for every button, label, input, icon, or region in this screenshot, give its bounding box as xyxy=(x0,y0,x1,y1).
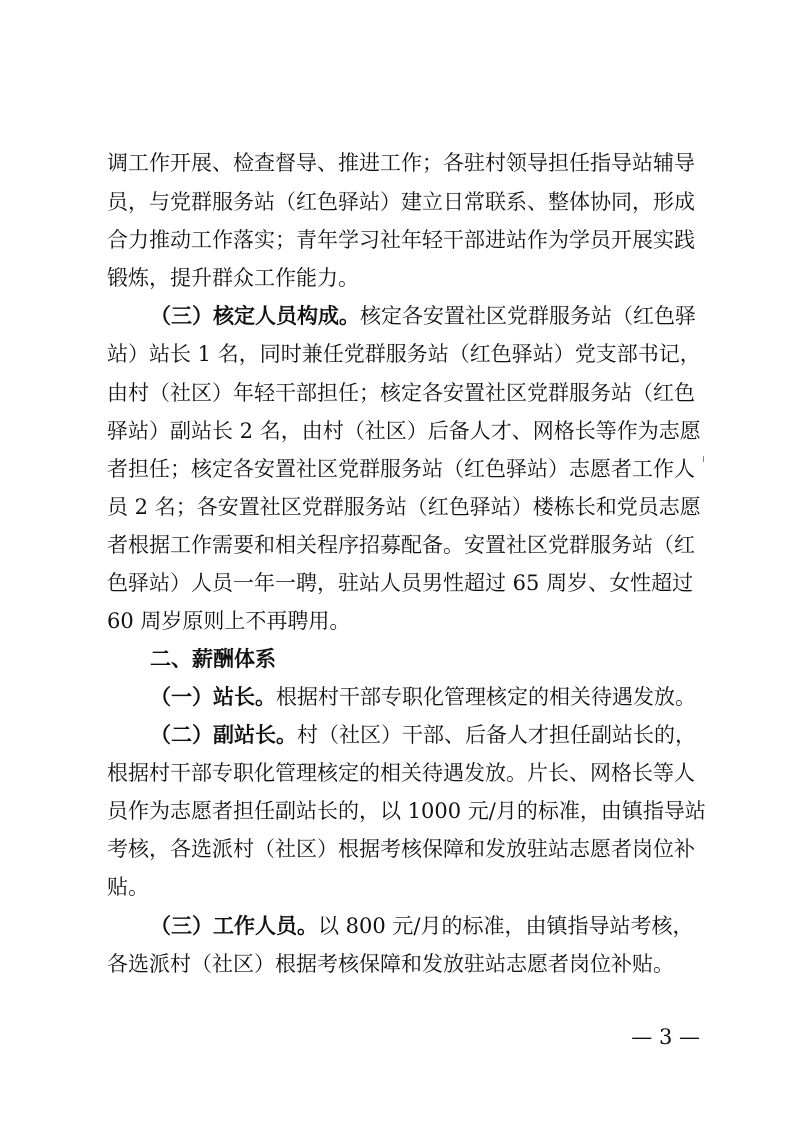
body-text-line: 合力推动工作落实；青年学习社年轻干部进站作为学员开展实践 xyxy=(107,228,695,252)
scan-artifact-mark xyxy=(703,456,704,462)
body-text-line: 员作为志愿者担任副站长的，以 1000 元/月的标准，由镇指导站 xyxy=(107,799,706,823)
deputy-paragraph-first-line xyxy=(150,722,793,748)
body-text-line: 60 周岁原则上不再聘用。 xyxy=(107,609,351,633)
body-text-line: 者担任；核定各安置社区党群服务站（红色驿站）志愿者工作人 xyxy=(107,457,695,481)
workers-heading: （三）工作人员。 xyxy=(150,913,318,938)
body-text-line: 锻炼，提升群众工作能力。 xyxy=(107,266,359,290)
body-text: 以 800 元/月的标准，由镇指导站考核， xyxy=(318,914,694,938)
body-text-line: 各选派村（社区）根据考核保障和发放驻站志愿者岗位补贴。 xyxy=(107,952,674,976)
deputy-heading: （二）副站长。 xyxy=(150,722,297,747)
body-text-line: 调工作开展、检查督导、推进工作；各驻村领导担任指导站辅导 xyxy=(107,151,695,175)
body-text-line: 贴。 xyxy=(107,875,149,899)
body-text: 村（社区）干部、后备人才担任副站长的， xyxy=(297,723,696,747)
page-number: — 3 — xyxy=(631,1025,700,1049)
staffing-paragraph-first-line xyxy=(150,303,793,329)
section-title: 二、薪酬体系 xyxy=(150,646,276,671)
body-text-line: 根据村干部专职化管理核定的相关待遇发放。片长、网格长等人 xyxy=(107,761,695,785)
body-text-line: 站）站长 1 名，同时兼任党群服务站（红色驿站）党支部书记， xyxy=(107,342,701,366)
workers-paragraph-first-line xyxy=(150,913,793,939)
body-text: 根据村干部专职化管理核定的相关待遇发放。 xyxy=(276,685,696,709)
body-text-line: 员 2 名；各安置社区党群服务站（红色驿站）楼栋长和党员志愿 xyxy=(107,495,701,519)
staffing-heading: （三）核定人员构成。 xyxy=(150,303,360,328)
stationmaster-heading: （一）站长。 xyxy=(150,684,276,709)
body-text-line: 由村（社区）年轻干部担任；核定各安置社区党群服务站（红色 xyxy=(107,381,695,405)
body-text-line: 者根据工作需要和相关程序招募配备。安置社区党群服务站（红 xyxy=(107,533,695,557)
body-text: 核定各安置社区党群服务站（红色驿 xyxy=(360,304,696,328)
body-text-line: 考核，各选派村（社区）根据考核保障和发放驻站志愿者岗位补 xyxy=(107,837,695,861)
body-text-line: 员，与党群服务站（红色驿站）建立日常联系、整体协同，形成 xyxy=(107,190,695,214)
body-text-line: 驿站）副站长 2 名，由村（社区）后备人才、网格长等作为志愿 xyxy=(107,419,701,443)
body-text-line: 色驿站）人员一年一聘，驻站人员男性超过 65 周岁、女性超过 xyxy=(107,571,694,595)
stationmaster-paragraph xyxy=(150,684,793,710)
